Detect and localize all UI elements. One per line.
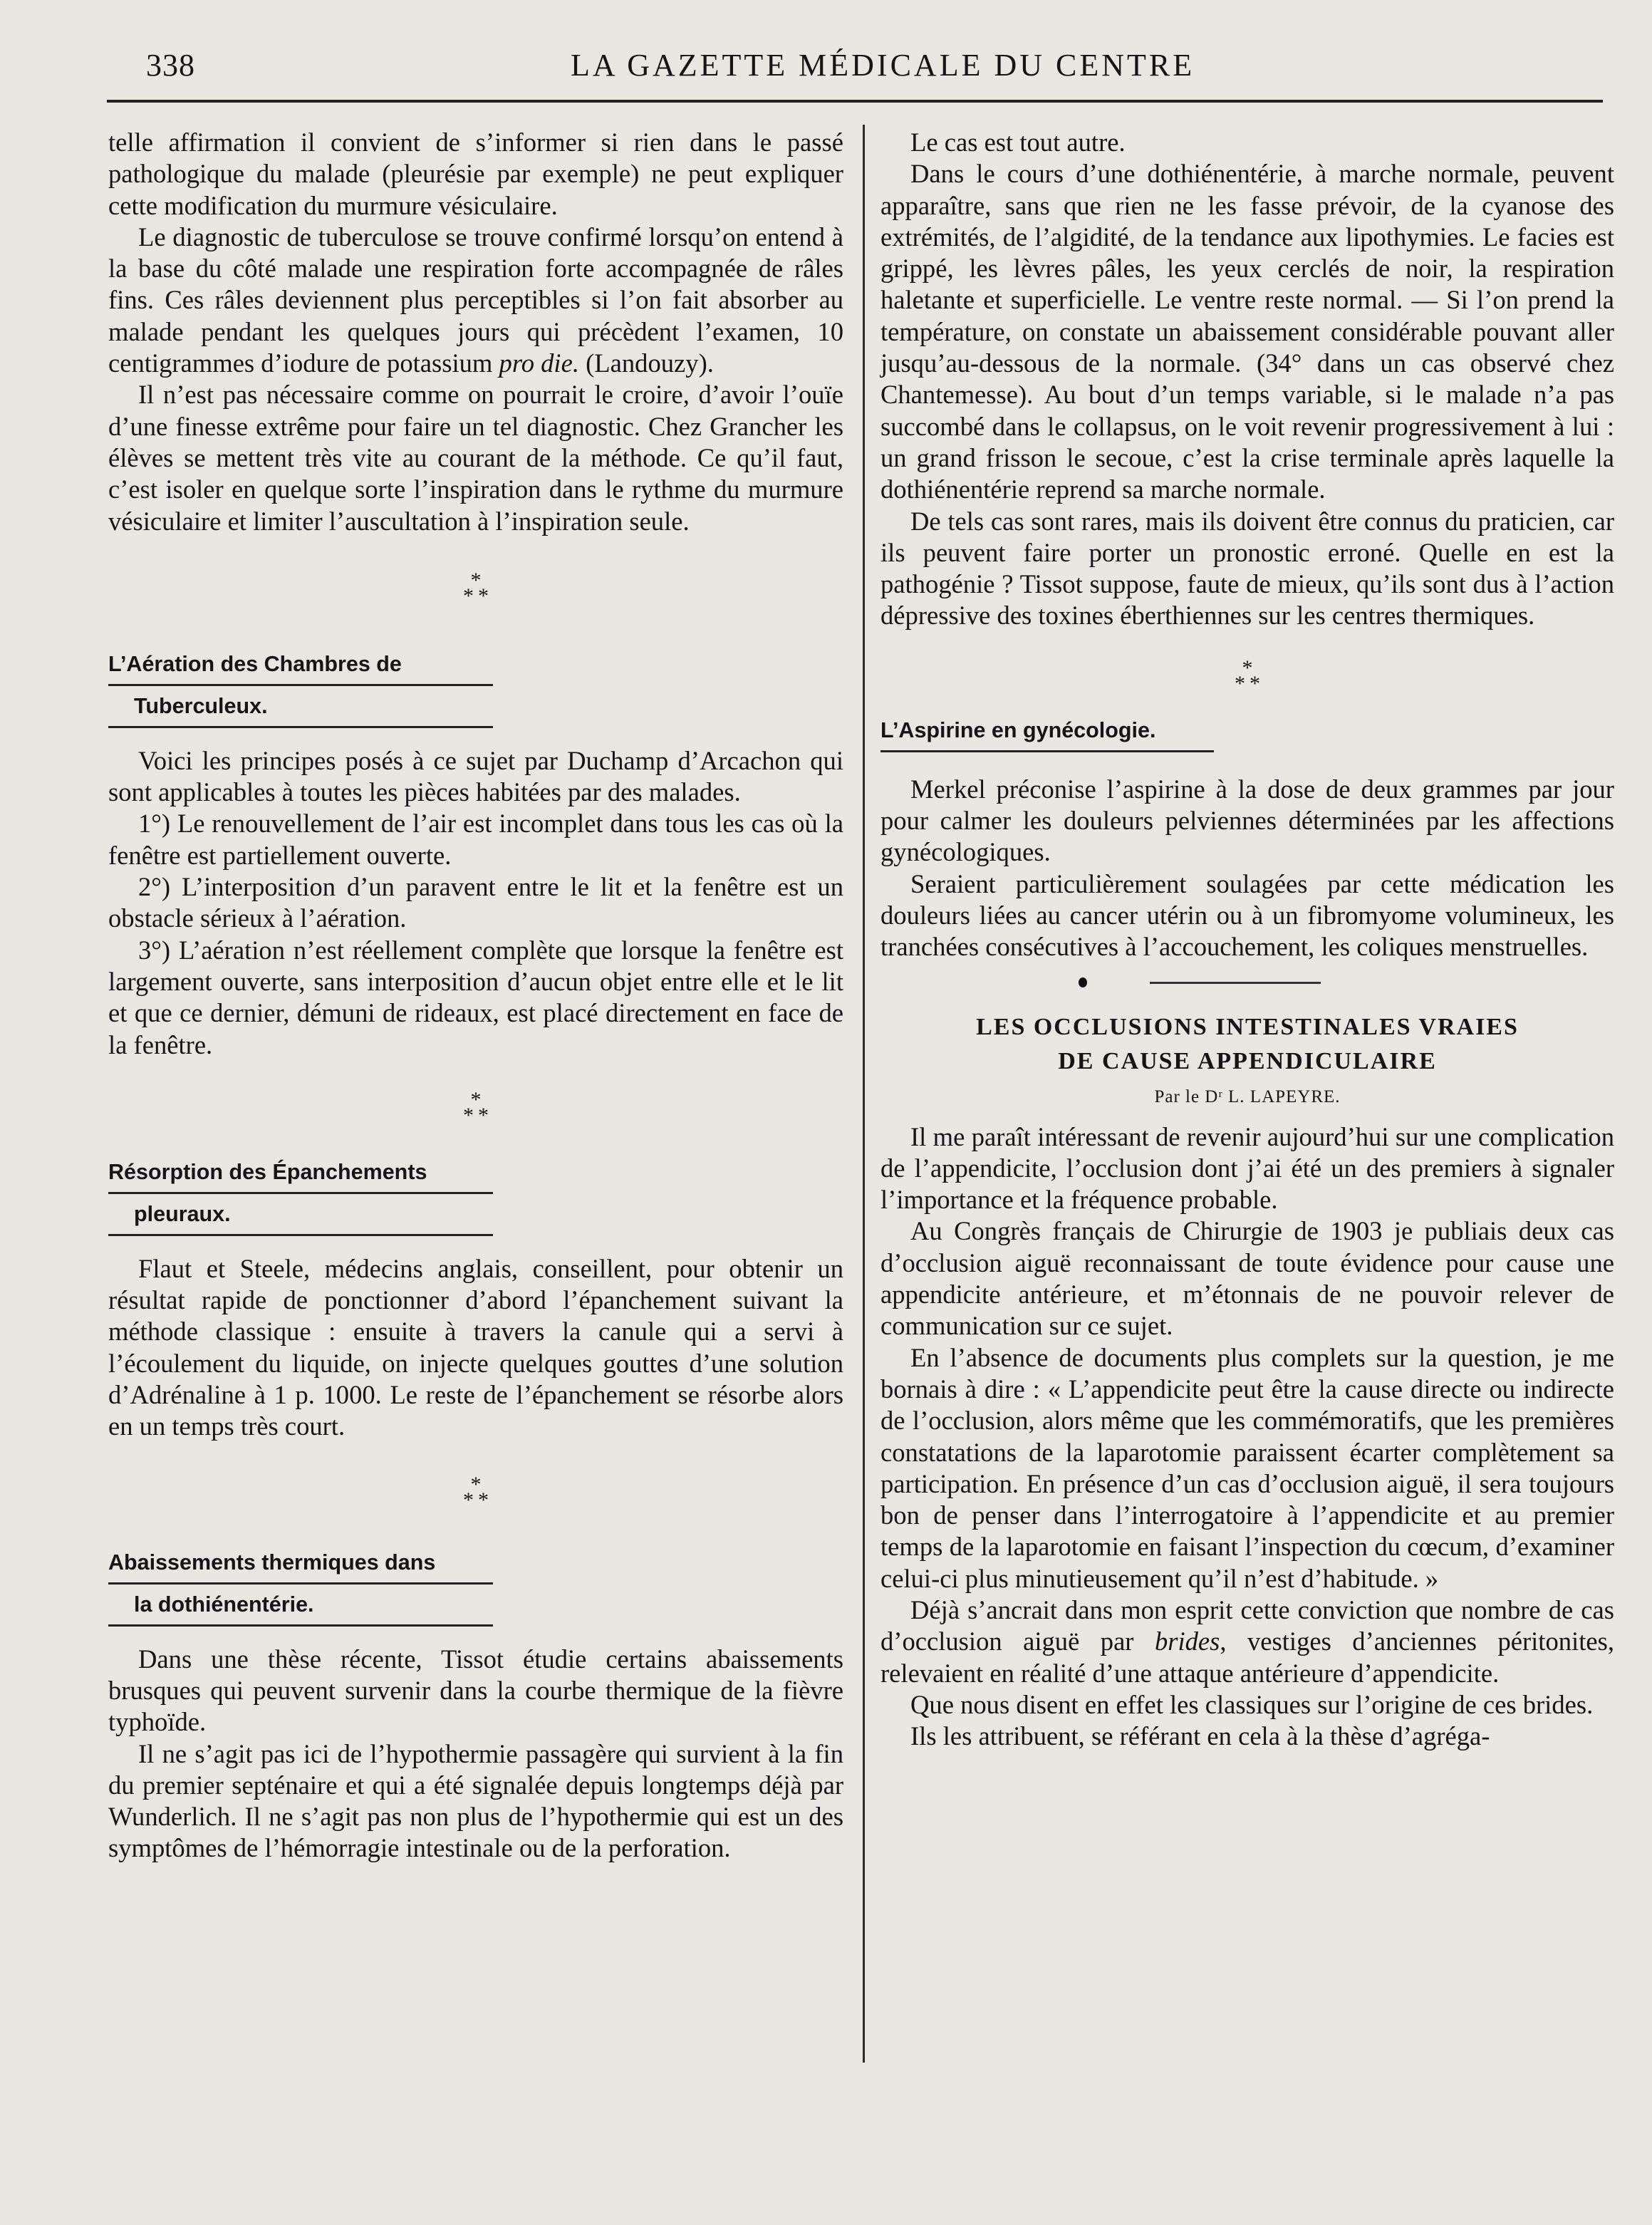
- paragraph: Le cas est tout autre.: [910, 128, 1126, 157]
- paragraph: De tels cas sont rares, mais ils doivent être connus du praticien, car ils peuvent faire porter un pronostic erroné. Quelle en est la pathogénie ? Tissot suppose, faute de mieux, qu’ils sont dus à l’action dépressive des toxines éberthiennes sur les centres thermiques.: [880, 506, 1614, 631]
- left-column: [108, 127, 843, 1864]
- section-heading: Abaissements thermiques dans la dothiénentérie.: [108, 1542, 843, 1627]
- paragraph: Ils les attribuent, se référant en cela à la thèse d’agréga-: [910, 1721, 1490, 1751]
- section-separator: * * *: [463, 1087, 489, 1127]
- section-separator: * * *: [463, 568, 489, 608]
- page-number: 338: [146, 48, 195, 83]
- paragraph: Le diagnostic de tuberculose se trouve confirmé lorsqu’on entend à la base du côté malade une respiration forte accompagnée de râles fins. Ces râles deviennent plus perceptibles si l’on fait absorber au malade pendant les quelques jours qui précèdent l’examen, 10 centigrammes d’iodure de potassium pro die. (Landouzy).: [108, 222, 843, 378]
- paragraph: Déjà s’ancrait dans mon esprit cette conviction que nombre de cas d’occlusion aiguë par brides, vestiges d’anciennes péritonites, relevaient en réalité d’une attaque antérieure d’appendicite.: [880, 1594, 1614, 1688]
- paragraph: Flaut et Steele, médecins anglais, conseillent, pour obtenir un résultat rapide de ponctionner d’abord l’épanchement suivant la méthode classique : ensuite à travers la canule qui a servi à l’écoulement du liquide, on injecte quelques gouttes d’une solution d’Adrénaline à 1 p. 1000. Le reste de l’épanchement se résorbe alors en un temps très court.: [108, 1253, 843, 1441]
- paragraph: Que nous disent en effet les classiques sur l’origine de ces brides.: [910, 1689, 1594, 1719]
- right-column: [880, 127, 1614, 1752]
- section-heading: L’Aspirine en gynécologie.: [880, 710, 1614, 752]
- article-title: LES OCCLUSIONS INTESTINALES VRAIES DE CAUSE APPENDICULAIRE: [976, 1013, 1519, 1074]
- article-byline: Par le Dʳ L. LAPEYRE.: [1154, 1086, 1341, 1106]
- italic-term: brides: [1154, 1627, 1220, 1656]
- page-header: [146, 43, 1599, 93]
- section-separator: * * *: [1235, 655, 1260, 695]
- section-heading: Résorption des Épanchements pleuraux.: [108, 1152, 843, 1236]
- journal-title: LA GAZETTE MÉDICALE DU CENTRE: [571, 48, 1195, 83]
- section-separator: * * *: [463, 1472, 489, 1512]
- ornament-rule: [1150, 982, 1321, 984]
- paragraph: Au Congrès français de Chirurgie de 1903 je publiais deux cas d’occlusion aiguë reconnaissant de toute évidence pour cause une appendicite antérieure, et m’étonnais de ne pouvoir relever de communication sur ce sujet.: [880, 1216, 1614, 1341]
- paragraph: Il me paraît intéressant de revenir aujourd’hui sur une complication de l’appendicite, l’occlusion dont j’ai été un des premiers à signaler l’importance et la fréquence probable.: [880, 1121, 1614, 1215]
- list-item: 1°) Le renouvellement de l’air est incomplet dans tous les cas où la fenêtre est partiellement ouverte.: [108, 809, 843, 870]
- paragraph: Dans le cours d’une dothiénentérie, à marche normale, peuvent apparaître, sans que rien ne les fasse prévoir, de la cyanose des extrémités, de l’algidité, de la tendance aux lipothymies. Le facies est grippé, les lèvres pâles, les yeux cerclés de noir, la respiration haletante et superficielle. Le ventre reste normal. — Si l’on prend la température, on constate un abaissement considérable pouvant aller jusqu’au-dessous de la normale. (34° dans un cas observé chez Chantemesse). Au bout d’un temps variable, si le malade n’a pas succombé dans le collapsus, on le voit revenir progressivement à lui : un grand frisson le secoue, c’est la crise terminale après laquelle la dothiénentérie reprend sa marche normale.: [880, 159, 1614, 504]
- italic-term: pro die.: [499, 348, 579, 378]
- column-divider: [863, 125, 865, 2063]
- paragraph: Dans une thèse récente, Tissot étudie certains abaissements brusques qui peuvent survenir dans la courbe thermique de la fièvre typhoïde.: [108, 1644, 843, 1737]
- paragraph: Merkel préconise l’aspirine à la dose de deux grammes par jour pour calmer les douleurs pelviennes déterminées par les affections gynécologiques.: [880, 774, 1614, 867]
- header-rule: [107, 100, 1603, 103]
- list-item: 2°) L’interposition d’un paravent entre le lit et la fenêtre est un obstacle sérieux à l’aération.: [108, 872, 843, 933]
- section-heading: L’Aération des Chambres de Tuberculeux.: [108, 644, 843, 728]
- list-item: 3°) L’aération n’est réellement complète que lorsque la fenêtre est largement ouverte, sans interposition d’aucun objet entre elle et le lit et que ce dernier, démuni de rideaux, est placé directement en face de la fenêtre.: [108, 935, 843, 1059]
- paragraph: telle affirmation il convient de s’informer si rien dans le passé pathologique du malade (pleurésie par exemple) ne peut expliquer cette modification du murmure vésiculaire.: [108, 128, 843, 220]
- paragraph: Seraient particulièrement soulagées par cette médication les douleurs liées au cancer utérin ou à un fibromyome volumineux, les tranchées consécutives à l’accouchement, les coliques menstruelles.: [880, 868, 1614, 962]
- article-ornament: [880, 963, 1614, 1003]
- paragraph: En l’absence de documents plus complets sur la question, je me bornais à dire : « L’appendicite peut être la cause directe ou indirecte de l’occlusion, alors même que les commémoratifs, que les premières constatations de la laparotomie paraissent écarter complètement sa participation. En présence d’un cas d’occlusion aiguë, il sera toujours bon de penser dans l’interrogatoire à l’appendicite et au premier temps de la laparotomie en faisant l’inspection du cœcum, d’examiner celui-ci plus minutieusement qu’il n’est d’habitude. »: [880, 1342, 1614, 1593]
- ornament-dot: [1079, 977, 1087, 987]
- paragraph: Il ne s’agit pas ici de l’hypothermie passagère qui survient à la fin du premier septénaire et qui a été signalée depuis longtemps déjà par Wunderlich. Il ne s’agit pas non plus de l’hypothermie qui est un des symptômes de l’hémorragie intestinale ou de la perforation.: [108, 1738, 843, 1863]
- paragraph: Voici les principes posés à ce sujet par Duchamp d’Arcachon qui sont applicables à toutes les pièces habitées par des malades.: [108, 745, 843, 807]
- paragraph: Il n’est pas nécessaire comme on pourrait le croire, d’avoir l’ouïe d’une finesse extrême pour faire un tel diagnostic. Chez Grancher les élèves se mettent très vite au courant de la méthode. Ce qu’il faut, c’est isoler en quelque sorte l’inspiration dans le rythme du murmure vésiculaire et limiter l’auscultation à l’inspiration seule.: [108, 380, 843, 536]
